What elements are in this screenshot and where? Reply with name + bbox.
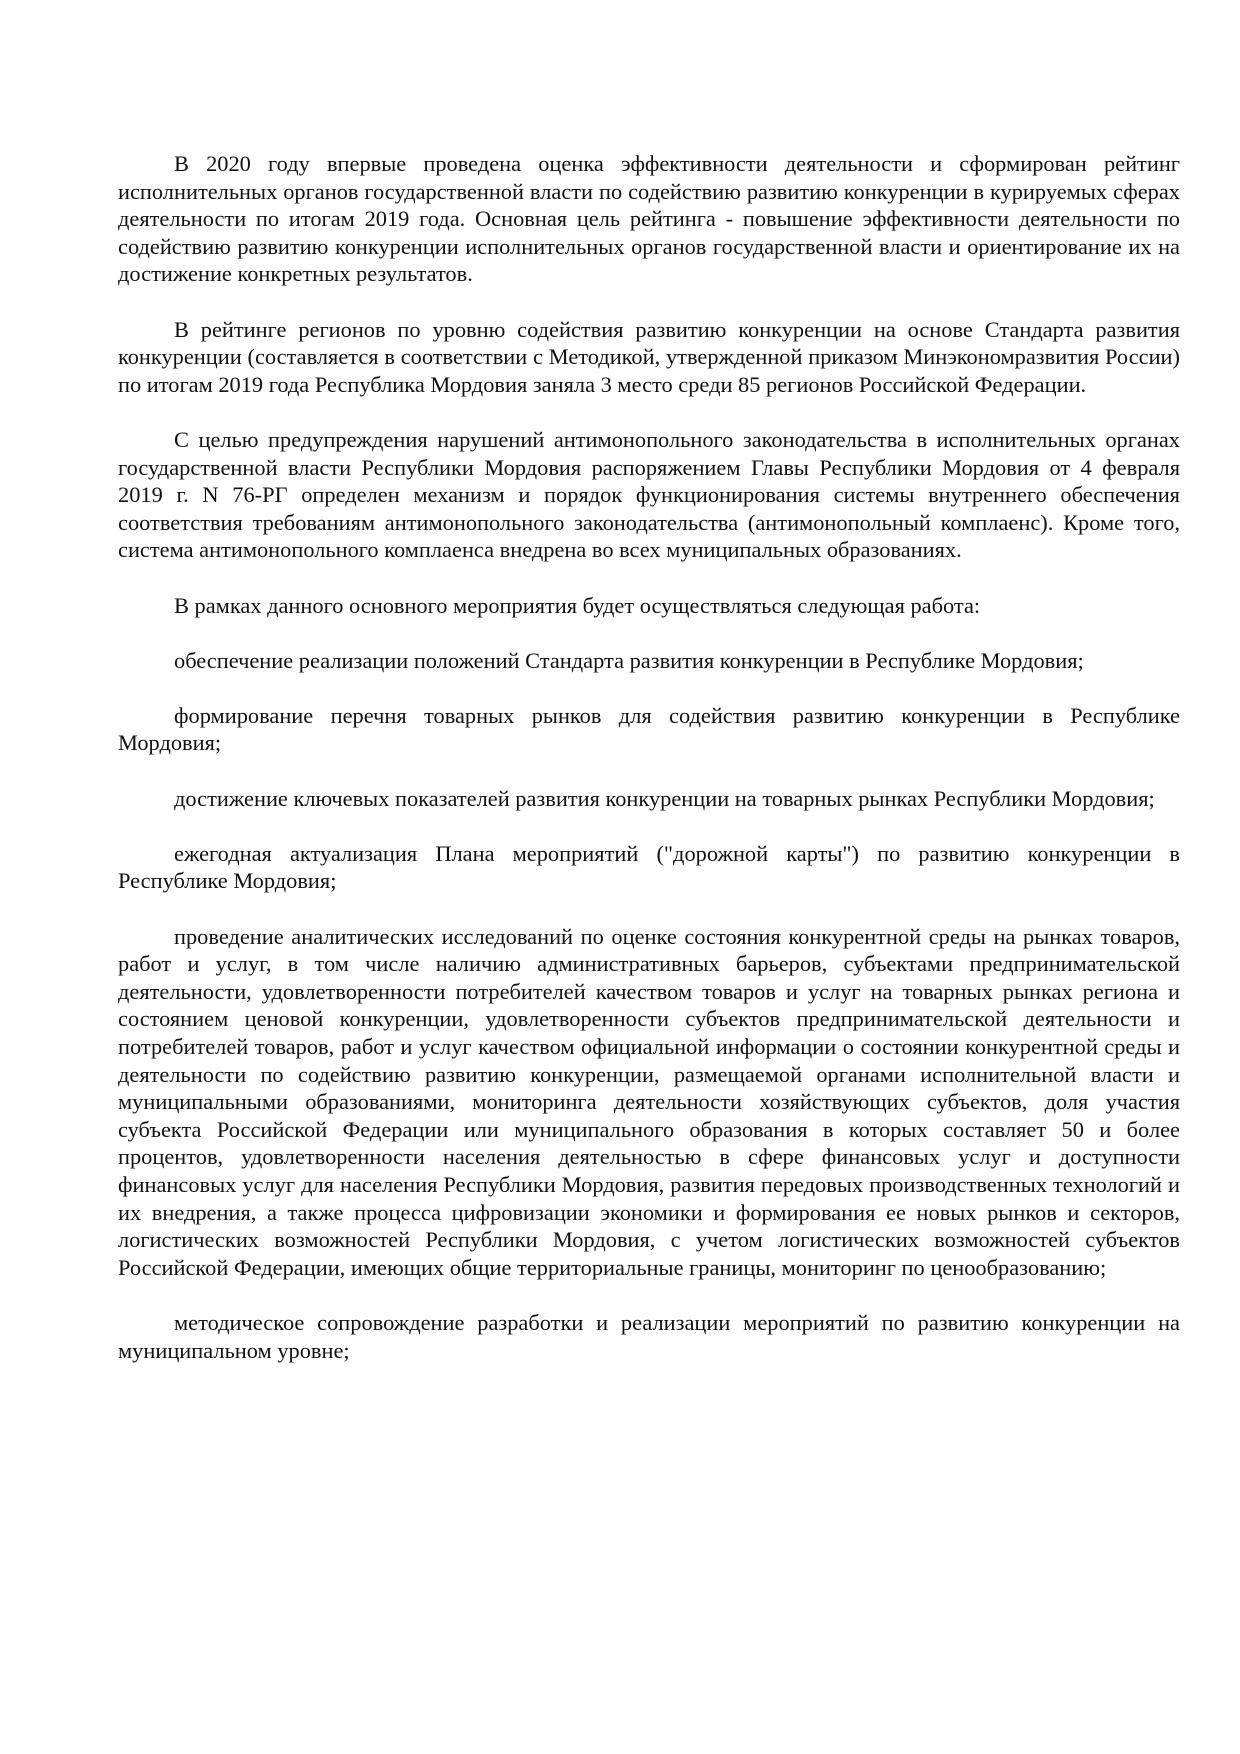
list-item-key-indicators: достижение ключевых показателей развития конкуренции на товарных рынках Республики Мордовия;	[174, 785, 1155, 811]
paragraph-work-intro: В рамках данного основного мероприятия будет осуществляться следующая работа:	[174, 592, 981, 618]
list-item-methodical-support: методическое сопровождение разработки и реализации мероприятий по развитию конкуренции на муниципальном уровне;	[118, 1309, 1180, 1363]
list-item-standard-implementation: обеспечение реализации положений Стандарта развития конкуренции в Республике Мордовия;	[174, 647, 1084, 673]
list-item-analytical-research: проведение аналитических исследований по оценке состояния конкурентной среды на рынках товаров, работ и услуг, в том числе наличию административных барьеров, субъектами предпринимательской деятельности, удовлетворенности потребителей качеством товаров и услуг на товарных рынках региона и состоянием ценовой конкуренции, удовлетворенности субъектов предпринимательской деятельности и потребителей товаров, работ и услуг качеством официальной информации о состоянии конкурентной среды и деятельности по содействию развитию конкуренции, размещаемой органами исполнительной власти и муниципальными образованиями, мониторинга деятельности хозяйствующих субъектов, доля участия субъекта Российской Федерации или муниципального образования в которых составляет 50 и более процентов, удовлетворенности населения деятельностью в сфере финансовых услуг и доступности финансовых услуг для населения Республики Мордовия, развития передовых производственных технологий и их внедрения, а также процесса цифровизации экономики и формирования ее новых рынков и секторов, логистических возможностей Республики Мордовия, с учетом логистических возможностей субъектов Российской Федерации, имеющих общие территориальные границы, мониторинг по ценообразованию;	[118, 923, 1180, 1280]
list-item-market-list: формирование перечня товарных рынков для содействия развитию конкуренции в Республике Мордовия;	[118, 702, 1180, 756]
paragraph-antimonopoly-compliance: С целью предупреждения нарушений антимонопольного законодательства в исполнительных органах государственной власти Республики Мордовия распоряжением Главы Республики Мордовия от 4 февраля 2019 г. N 76-РГ определен механизм и порядок функционирования системы внутреннего обеспечения соответствия требованиям антимонопольного законодательства (антимонопольный комплаенс). Кроме того, система антимонопольного комплаенса внедрена во всех муниципальных образованиях.	[118, 426, 1180, 563]
document-page	[118, 150, 1180, 1392]
paragraph-regions-rating: В рейтинге регионов по уровню содействия развитию конкуренции на основе Стандарта развития конкуренции (составляется в соответствии с Методикой, утвержденной приказом Минэкономразвития России) по итогам 2019 года Республика Мордовия заняла 3 место среди 85 регионов Российской Федерации.	[118, 316, 1180, 397]
paragraph-rating-2020: В 2020 году впервые проведена оценка эффективности деятельности и сформирован рейтинг исполнительных органов государственной власти по содействию развитию конкуренции в курируемых сферах деятельности по итогам 2019 года. Основная цель рейтинга - повышение эффективности деятельности по содействию развитию конкуренции исполнительных органов государственной власти и ориентирование их на достижение конкретных результатов.	[118, 151, 1180, 287]
list-item-roadmap-update: ежегодная актуализация Плана мероприятий ("дорожной карты") по развитию конкуренции в Республике Мордовия;	[118, 840, 1180, 894]
